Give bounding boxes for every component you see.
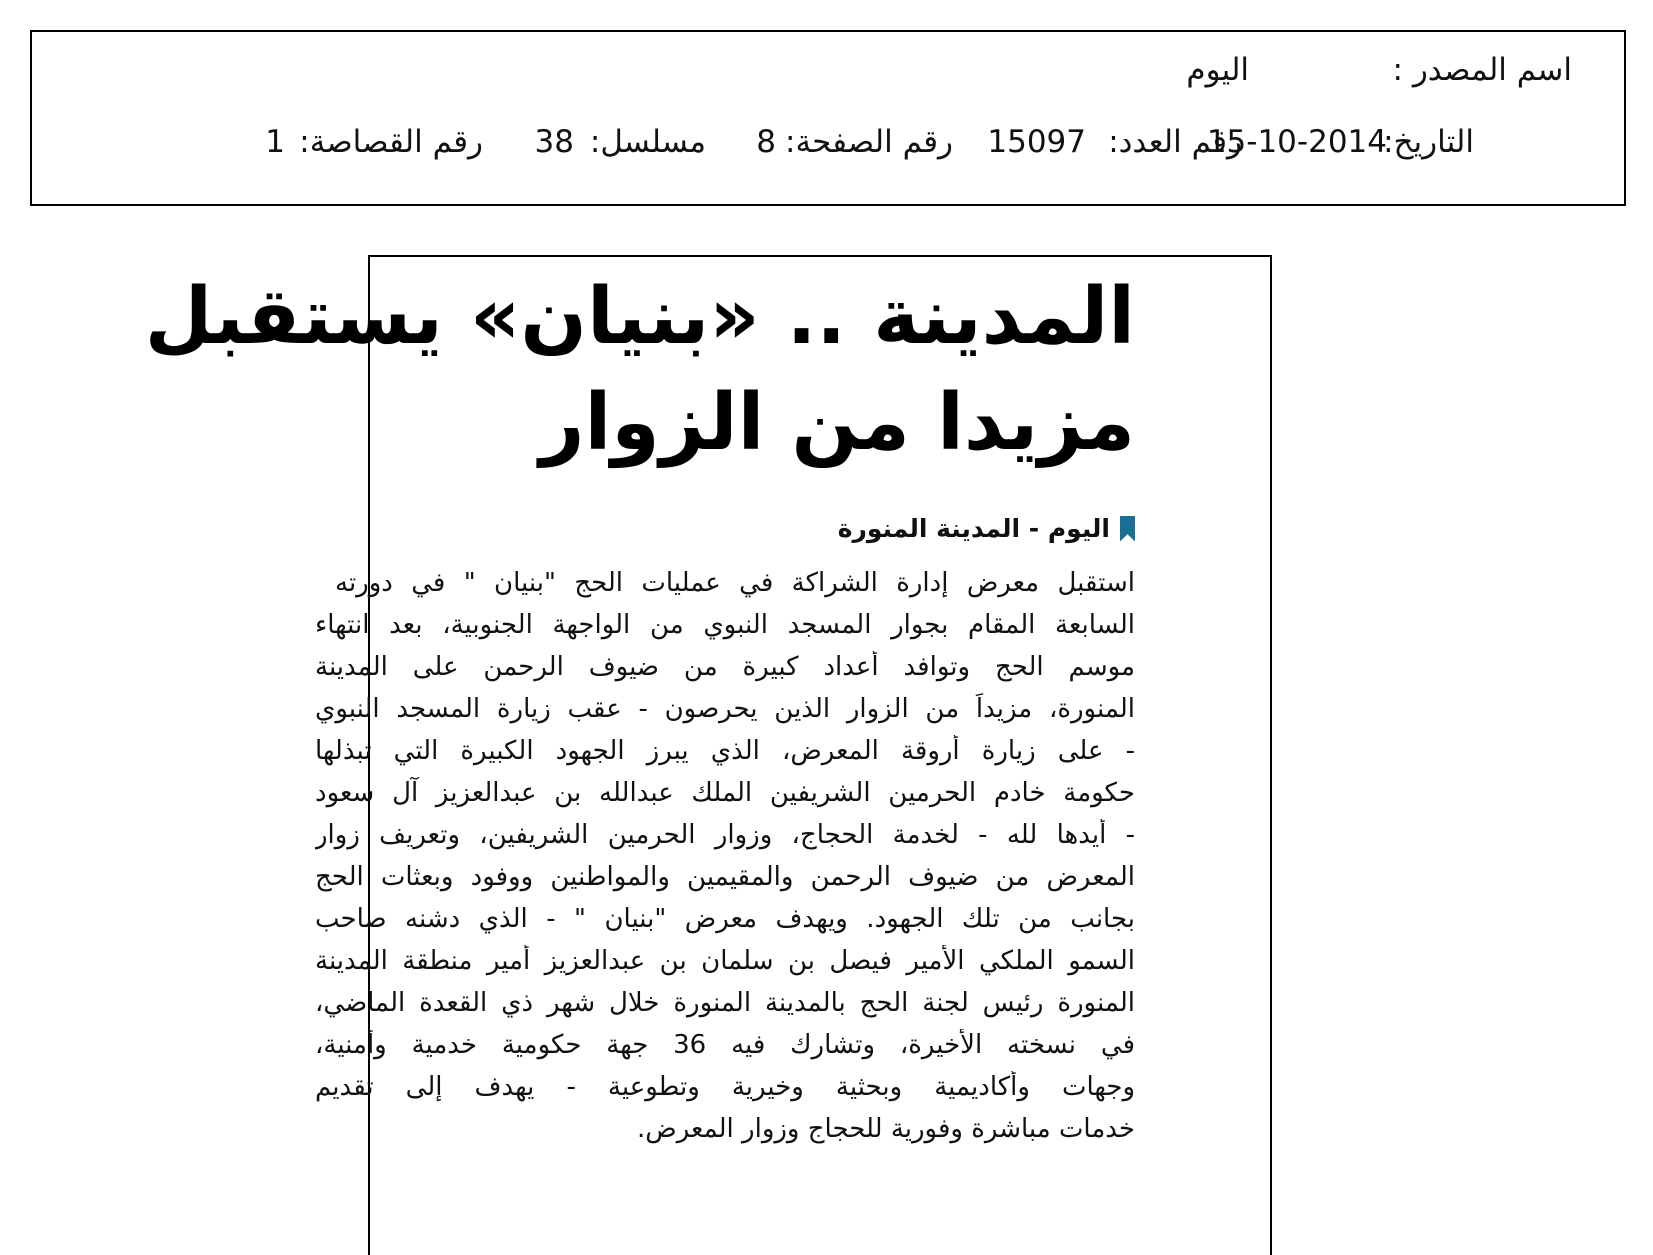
byline (838, 514, 1135, 543)
body-line-1: استقبل معرض إدارة الشراكة في عمليات الحج "بنيان " في دورته (335, 568, 1135, 598)
date-label: التاريخ: (1383, 124, 1474, 160)
body-line-8: المعرض من ضيوف الرحمن والمقيمين والمواطنين ووفود وبعثات الحج (315, 862, 1135, 892)
page-value: 8 (756, 124, 776, 160)
body-line-9: بجانب من تلك الجهود. ويهدف معرض "بنيان " - الذي دشنه صاحب (315, 904, 1135, 934)
body-line-3: موسم الحج وتوافد أعداد كبيرة من ضيوف الرحمن على المدينة (315, 652, 1135, 682)
body-line-13: وجهات وأكاديمية وبحثية وخيرية وتطوعية - يهدف إلى تقديم (315, 1072, 1135, 1102)
serial-value: 38 (534, 124, 574, 160)
serial-label: مسلسل: (589, 124, 706, 160)
issue-value: 15097 (987, 124, 1086, 160)
body-line-7: - أيدها لله - لخدمة الحجاج، وزوار الحرمين الشريفين، وتعريف زوار (315, 820, 1135, 850)
body-line-5: - على زيارة أروقة المعرض، الذي يبرز الجهود الكبيرة التي تبذلها (315, 736, 1135, 766)
source-value: اليوم (1186, 52, 1249, 88)
body-line-11: المنورة رئيس لجنة الحج بالمدينة المنورة خلال شهر ذي القعدة الماضي، (315, 988, 1135, 1018)
body-line-2: السابعة المقام بجوار المسجد النبوي من الواجهة الجنوبية، بعد انتهاء (315, 610, 1135, 640)
headline-line-2: مزيدا من الزوار (539, 378, 1135, 468)
source-label: اسم المصدر : (1392, 52, 1572, 88)
body-line-12: في نسخته الأخيرة، وتشارك فيه 36 جهة حكومية خدمية وأمنية، (315, 1030, 1135, 1060)
source-metadata-box (30, 30, 1626, 206)
body-line-10: السمو الملكي الأمير فيصل بن سلمان بن عبدالعزيز أمير منطقة المدينة (315, 946, 1135, 976)
bookmark-icon (1120, 516, 1135, 542)
issue-label: رقم العدد: (1108, 124, 1242, 160)
body-line-14: خدمات مباشرة وفورية للحجاج وزوار المعرض. (637, 1114, 1135, 1144)
byline-text: اليوم - المدينة المنورة (837, 514, 1110, 543)
page-label: رقم الصفحة: (785, 124, 953, 160)
headline-line-1: المدينة .. «بنيان» يستقبل (144, 272, 1135, 362)
clip-label: رقم القصاصة: (299, 124, 483, 160)
date-value: 15-10-2014 (1206, 124, 1387, 160)
clip-value: 1 (265, 124, 285, 160)
body-line-4: المنورة، مزيداً من الزوار الذين يحرصون - عقب زيارة المسجد النبوي (315, 694, 1135, 724)
article-clipping (144, 255, 1272, 1255)
body-line-6: حكومة خادم الحرمين الشريفين الملك عبدالله بن عبدالعزيز آل سعود (315, 778, 1135, 808)
